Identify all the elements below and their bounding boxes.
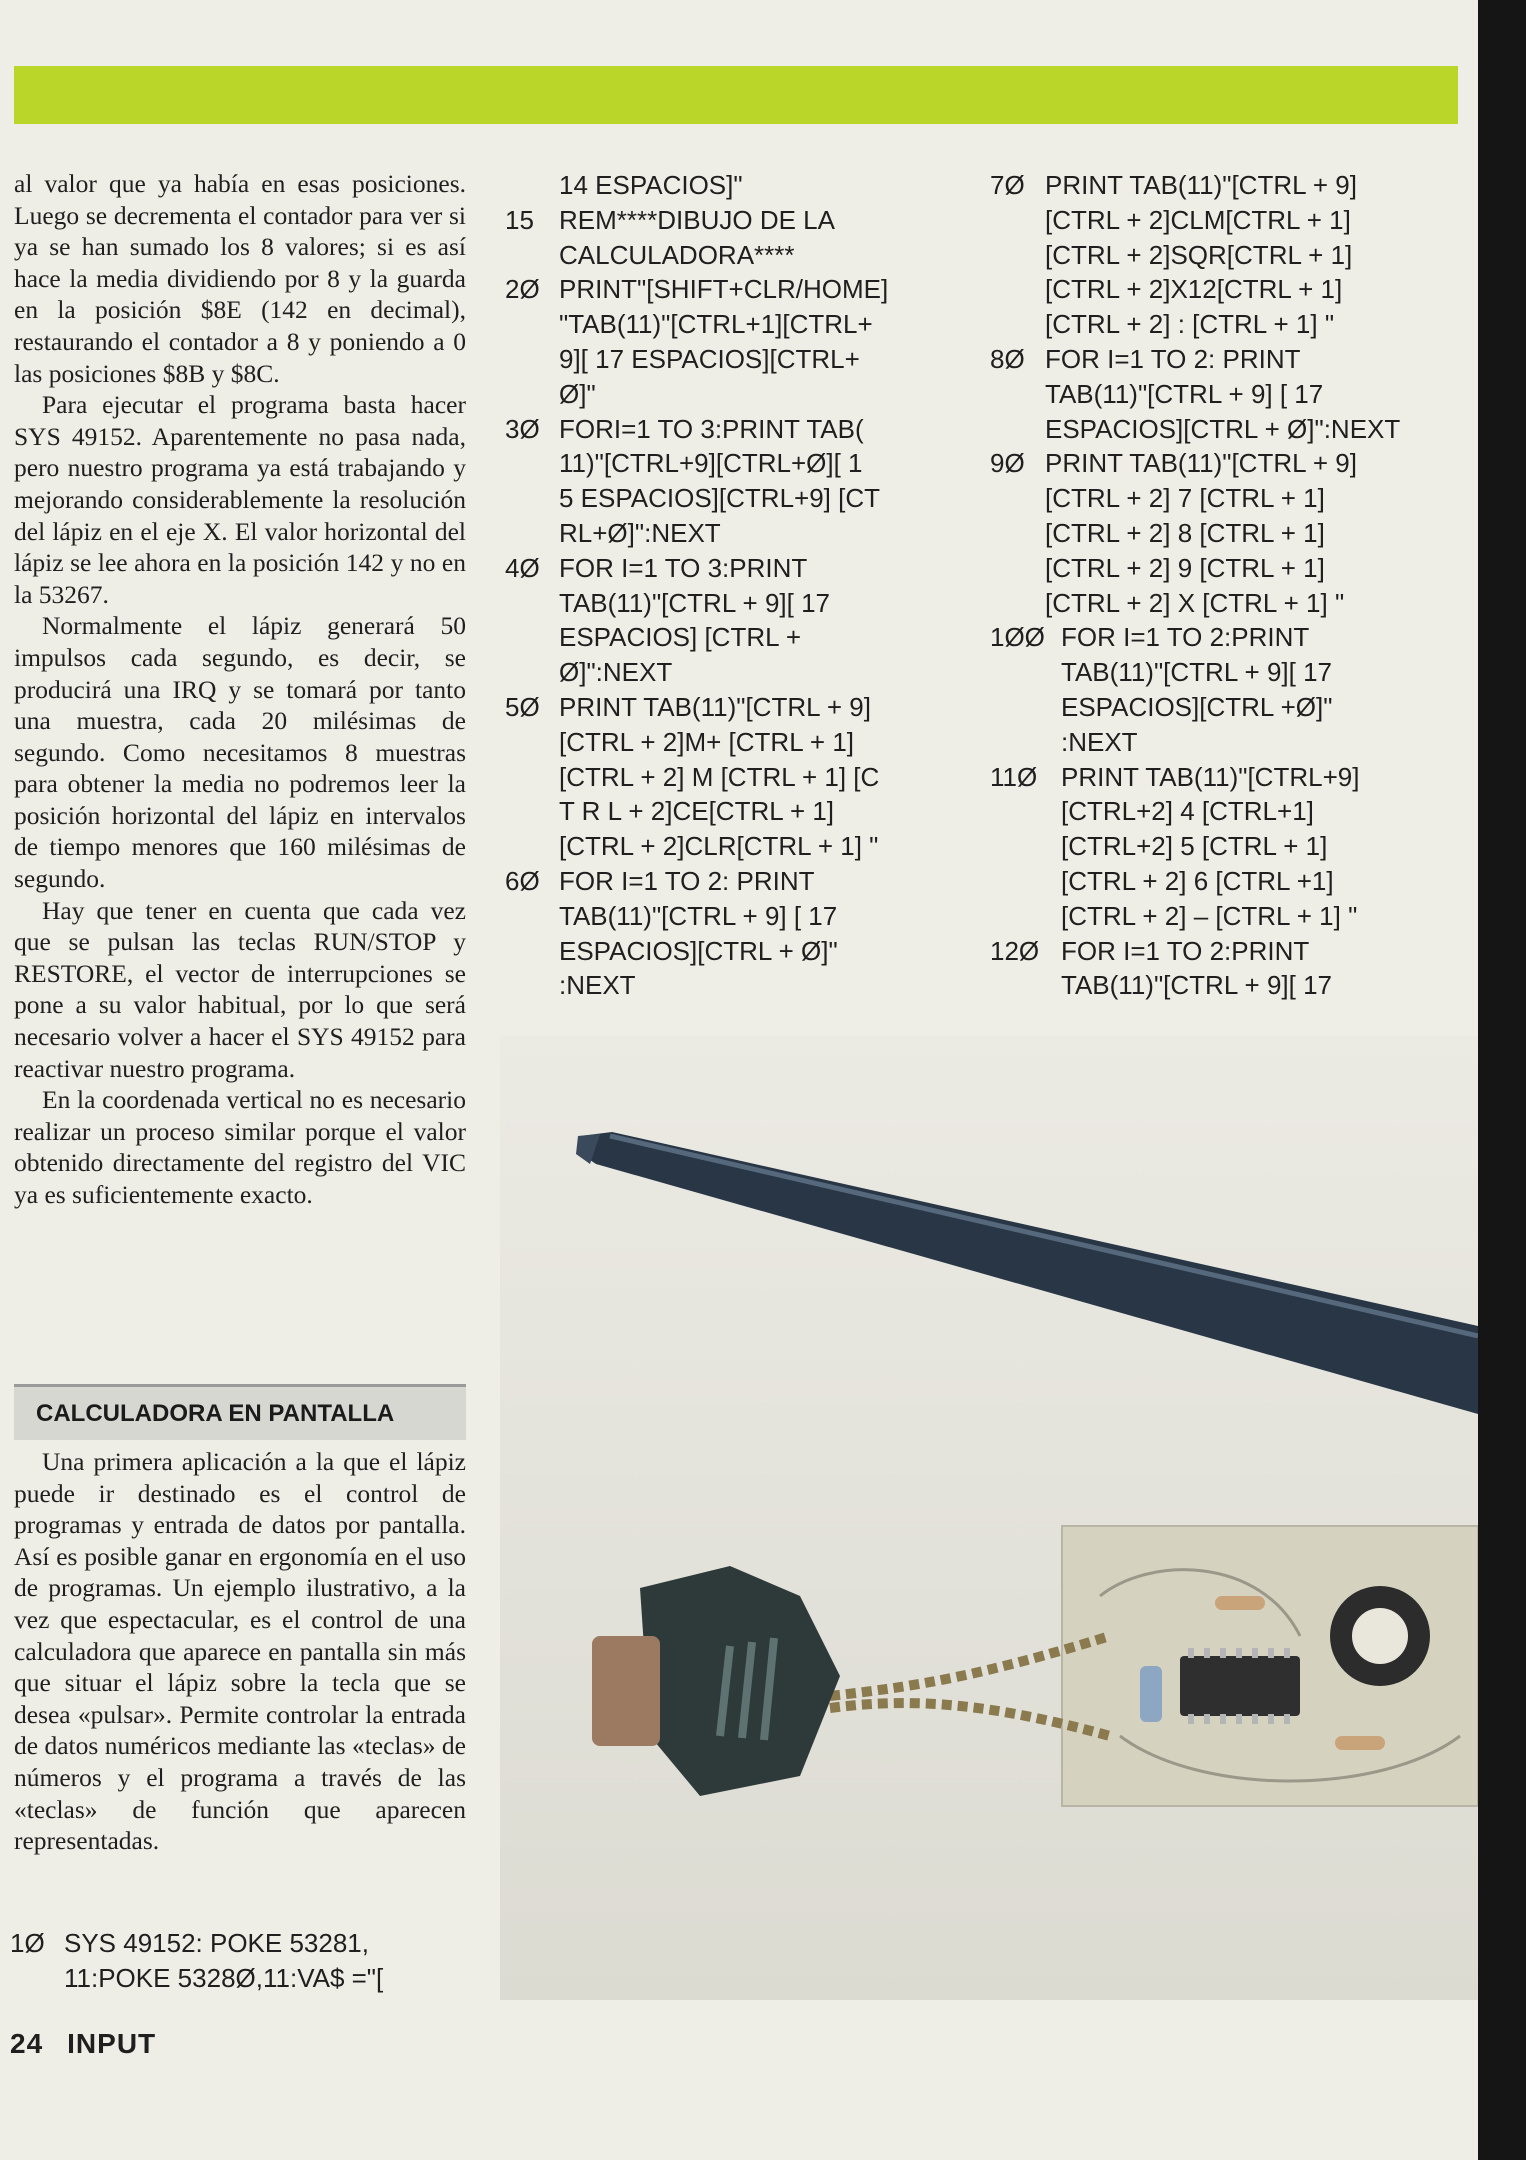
code-line (505, 864, 955, 1003)
magazine-title: INPUT (67, 2028, 157, 2059)
section-paragraph: Una primera aplicación a la que el lápiz puede ir destinado es el control de programas y entrada de datos por pantalla. Así es posible ganar en ergonomía en el uso de programas. Un ejemplo ilustrativo, a la vez que espectacular, es el control de una calculadora que aparece en pantalla sin más que situar el lápiz sobre la tecla que se desea «pulsar». Permite controlar la entrada de datos numéricos mediante las «teclas» de números y el programa a través de las «teclas» de función que aparecen representadas. (14, 1447, 466, 1856)
code-text: "TAB(11)"[CTRL+1][CTRL+ (559, 309, 873, 340)
code-line (990, 760, 1480, 934)
top-color-band (14, 66, 1458, 124)
code-text: Ø]" (559, 378, 596, 409)
code-text: FOR I=1 TO 2:PRINT (1061, 622, 1310, 653)
code-text: Ø]":NEXT (559, 657, 673, 688)
code-text: TAB(11)"[CTRL + 9] [ 17 (559, 900, 838, 931)
line-number: 9Ø (990, 448, 1025, 479)
code-text: SYS 49152: POKE 53281, (64, 1928, 369, 1958)
code-text: FOR I=1 TO 2: PRINT (1045, 343, 1301, 374)
line-number: 7Ø (990, 170, 1025, 200)
code-text: [CTRL + 2] 8 [CTRL + 1] (1045, 517, 1325, 548)
code-line (505, 272, 955, 411)
code-text: [CTRL+2] 5 [CTRL + 1] (1061, 831, 1328, 862)
potentiometer-dial (1352, 1608, 1408, 1664)
capacitor (1140, 1666, 1162, 1722)
pen-body (578, 1132, 1478, 1414)
code-text: TAB(11)"[CTRL + 9][ 17 (559, 587, 831, 618)
resistor (1215, 1596, 1265, 1610)
code-line (505, 168, 955, 203)
code-line (10, 1926, 466, 1996)
line-number: 6Ø (505, 865, 540, 896)
code-text: RL+Ø]":NEXT (559, 517, 721, 548)
code-text: PRINT TAB(11)"[CTRL + 9] (559, 691, 871, 722)
code-text: [CTRL + 2] M [CTRL + 1] [C (559, 761, 880, 792)
code-text: ESPACIOS] [CTRL + (559, 622, 802, 653)
code-text: [CTRL + 2] 9 [CTRL + 1] (1045, 552, 1325, 583)
code-text: [CTRL + 2]X12[CTRL + 1] (1045, 274, 1343, 305)
code-text: :NEXT (1061, 726, 1138, 757)
light-pen-illustration (500, 1036, 1478, 2000)
line-number: 1Ø (10, 1928, 45, 1958)
code-line (990, 446, 1480, 620)
code-text: [CTRL+2] 4 [CTRL+1] (1061, 796, 1314, 827)
ic-chip (1180, 1656, 1300, 1716)
code-line (505, 690, 955, 864)
section-heading: CALCULADORA EN PANTALLA (14, 1384, 466, 1440)
code-text: PRINT TAB(11)"[CTRL + 9] (1045, 170, 1357, 200)
code-text: TAB(11)"[CTRL + 9][ 17 (1061, 657, 1333, 688)
code-text: FOR I=1 TO 3:PRINT (559, 552, 808, 583)
light-pen-photo (500, 1036, 1478, 2000)
section-text (14, 1446, 466, 1857)
code-text: [CTRL + 2]M+ [CTRL + 1] (559, 726, 855, 757)
code-text: FOR I=1 TO 2: PRINT (559, 865, 815, 896)
code-line (990, 342, 1480, 446)
code-listing-middle (505, 168, 955, 1003)
code-text: TAB(11)"[CTRL + 9][ 17 (1061, 970, 1333, 1001)
code-listing-right (990, 168, 1480, 1003)
code-text: FORI=1 TO 3:PRINT TAB( (559, 413, 864, 444)
code-text: REM****DIBUJO DE LA (559, 204, 835, 235)
code-text: 14 ESPACIOS]" (559, 170, 743, 200)
page-edge-shadow (1478, 0, 1526, 2160)
line-number: 11Ø (990, 761, 1038, 792)
code-text: PRINT"[SHIFT+CLR/HOME] (559, 274, 889, 305)
code-text: 5 ESPACIOS][CTRL+9] [CT (559, 483, 881, 514)
code-text: PRINT TAB(11)"[CTRL + 9] (1045, 448, 1357, 479)
body-text-column (14, 168, 466, 1211)
code-text: ESPACIOS][CTRL + Ø]":NEXT (1045, 413, 1401, 444)
connector-shell (592, 1636, 660, 1746)
line-number: 15 (505, 204, 534, 235)
code-line (505, 551, 955, 690)
line-number: 1ØØ (990, 622, 1045, 653)
db9-connector (640, 1566, 840, 1796)
code-line (990, 168, 1480, 342)
code-text: PRINT TAB(11)"[CTRL+9] (1061, 761, 1360, 792)
code-text: FOR I=1 TO 2:PRINT (1061, 935, 1310, 966)
code-text: 11:POKE 5328Ø,11:VA$ ="[ (64, 1962, 384, 1993)
code-line (990, 620, 1480, 759)
page-footer (10, 2028, 156, 2060)
body-paragraph: Hay que tener en cuenta que cada vez que se pulsan las teclas RUN/STOP y RESTORE, el vector de interrupciones se pone a su valor habitual, por lo que será necesario volver a hacer el SYS 49152 para reactivar nuestro programa. (14, 895, 466, 1083)
body-paragraph: Para ejecutar el programa basta hacer SYS 49152. Aparentemente no pasa nada, pero nuestro programa ya está trabajando y mejorando considerablemente la resolución del lápiz en el eje X. El valor horizontal del lápiz se lee ahora en la posición 142 y no en la 53267. (14, 390, 466, 609)
resistor (1335, 1736, 1385, 1750)
code-line (505, 203, 955, 273)
code-listing-left (10, 1926, 466, 1996)
line-number: 4Ø (505, 552, 540, 583)
body-paragraph: al valor que ya había en esas posiciones. Luego se decrementa el contador para ver si ya se han sumado los 8 valores; si es así hace la media dividiendo por 8 y la guarda en la posición $8E (142 en decimal), restaurando el contador a 8 y poniendo a 0 las posiciones $8B y $8C. (14, 169, 466, 388)
line-number: 8Ø (990, 343, 1025, 374)
line-number: 3Ø (505, 413, 540, 444)
code-text: [CTRL + 2] : [CTRL + 1] " (1045, 309, 1335, 340)
page-number: 24 (10, 2028, 44, 2059)
line-number: 2Ø (505, 274, 540, 305)
code-text: T R L + 2]CE[CTRL + 1] (559, 796, 835, 827)
code-text: :NEXT (559, 970, 636, 1001)
pen-highlight (610, 1136, 1478, 1336)
code-text: 9][ 17 ESPACIOS][CTRL+ (559, 343, 860, 374)
code-text: CALCULADORA**** (559, 239, 795, 270)
code-text: [CTRL + 2] – [CTRL + 1] " (1061, 900, 1358, 931)
code-line (990, 934, 1480, 1004)
code-text: TAB(11)"[CTRL + 9] [ 17 (1045, 378, 1324, 409)
code-text: [CTRL + 2]CLR[CTRL + 1] " (559, 831, 879, 862)
code-text: [CTRL + 2]SQR[CTRL + 1] (1045, 239, 1353, 270)
code-text: [CTRL + 2] 7 [CTRL + 1] (1045, 483, 1325, 514)
line-number: 5Ø (505, 691, 540, 722)
body-paragraph: Normalmente el lápiz generará 50 impulsos cada segundo, es decir, se producirá una IRQ y se tomará por tanto una muestra, cada 20 milésimas de segundo. Como necesitamos 8 muestras para obtener la media no podremos leer la posición horizontal del lápiz en intervalos de tiempo menores que 160 milésimas de segundo. (14, 611, 466, 894)
code-line (505, 412, 955, 551)
code-text: [CTRL + 2] 6 [CTRL +1] (1061, 865, 1334, 896)
code-text: 11)"[CTRL+9][CTRL+Ø][ 1 (559, 448, 863, 479)
code-text: [CTRL + 2]CLM[CTRL + 1] (1045, 204, 1351, 235)
line-number: 12Ø (990, 935, 1040, 966)
code-text: ESPACIOS][CTRL +Ø]" (1061, 691, 1333, 722)
code-text: [CTRL + 2] X [CTRL + 1] " (1045, 587, 1345, 618)
body-paragraph: En la coordenada vertical no es necesario realizar un proceso similar porque el valor obtenido directamente del registro del VIC ya es suficientemente exacto. (14, 1085, 466, 1209)
code-text: ESPACIOS][CTRL + Ø]" (559, 935, 838, 966)
